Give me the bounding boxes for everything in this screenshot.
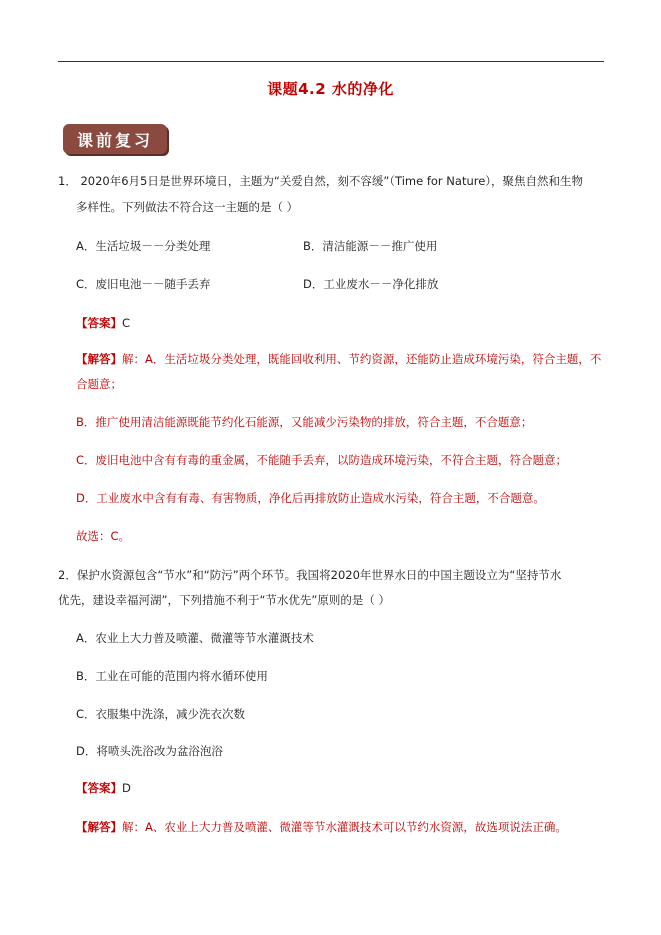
q2-answer-value: D [122, 781, 131, 795]
section-badge: 课前复习 [63, 124, 167, 154]
q1-option-a: A．生活垃圾－－分类处理 [76, 239, 211, 253]
q1-explain-b: B．推广使用清洁能源既能节约化石能源，又能减少污染物的排放，符合主题，不合题意； [76, 415, 533, 429]
q1-stem-line1: 1． 2020年6月5日是世界环境日，主题为“关爱自然，刻不容缓”（Time for Nature），聚焦自然和生物 [58, 174, 584, 188]
q2-option-a: A．农业上大力普及喷灌、微灌等节水灌溉技术 [76, 631, 314, 645]
q2-answer [76, 780, 131, 796]
q1-option-d: D．工业废水－－净化排放 [303, 277, 439, 291]
q2-option-c: C．衣服集中洗涤，减少洗衣次数 [76, 707, 246, 721]
q1-explain-d: D．工业废水中含有有毒、有害物质，净化后再排放防止造成水污染，符合主题，不合题意。 [76, 491, 545, 505]
q1-explain-tag: 【解答】 [76, 352, 122, 366]
q2-option-d: D．将喷头洗浴改为盆浴泡浴 [76, 744, 223, 758]
q1-answer-tag: 【答案】 [76, 316, 122, 330]
q2-answer-tag: 【答案】 [76, 781, 122, 795]
q1-explain-c: C．废旧电池中含有有毒的重金属，不能随手丢弃，以防造成环境污染，不符合主题，符合题意； [76, 453, 568, 467]
q2-explain-line1 [76, 819, 567, 835]
q1-explain-text1: 解：A．生活垃圾分类处理，既能回收利用、节约资源，还能防止造成环境污染，符合主题，不 [122, 352, 602, 366]
q1-option-c: C．废旧电池－－随手丢弃 [76, 277, 211, 291]
q1-conclusion: 故选：C。 [76, 529, 131, 543]
q1-answer [76, 315, 130, 331]
q2-explain-text1: 解：A、农业上大力普及喷灌、微灌等节水灌溉技术可以节约水资源，故选项说法正确。 [122, 820, 567, 834]
q1-answer-value: C [122, 316, 131, 330]
q2-stem-line2: 优先，建设幸福河湖”，下列措施不利于“节水优先”原则的是（ ） [58, 593, 391, 607]
q2-option-b: B．工业在可能的范围内将水循环使用 [76, 669, 268, 683]
q2-explain-tag: 【解答】 [76, 820, 122, 834]
header-rule [58, 61, 604, 62]
q1-stem-line2: 多样性。下列做法不符合这一主题的是（ ） [76, 200, 299, 214]
q1-explain-line2: 合题意； [76, 377, 122, 391]
q1-explain-line1 [76, 351, 601, 367]
q2-stem-line1: 2．保护水资源包含“节水”和“防污”两个环节。我国将2020年世界水日的中国主题设立为“坚持节水 [58, 568, 562, 582]
q1-option-b: B．清洁能源－－推广使用 [303, 239, 438, 253]
page-title: 课题4.2 水的净化 [267, 80, 394, 98]
